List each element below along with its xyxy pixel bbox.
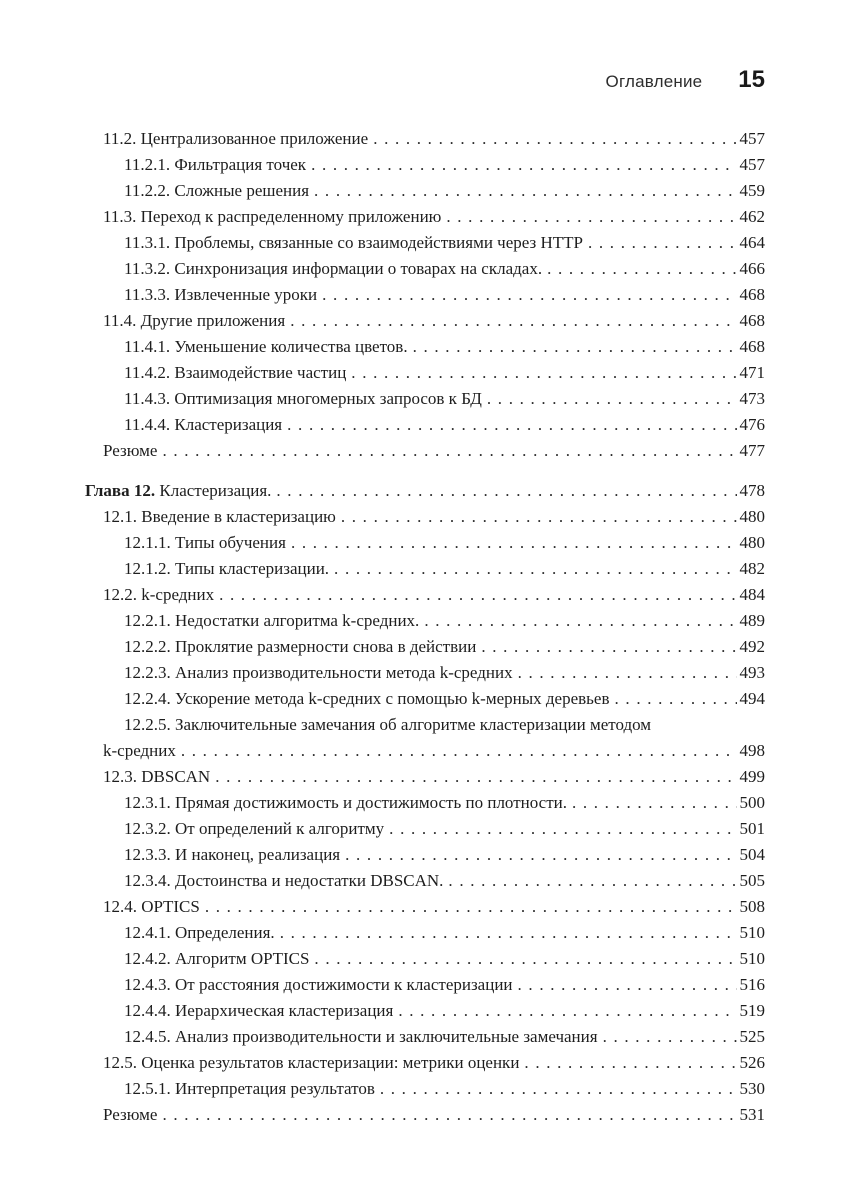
toc-entry-title: Кластеризация.	[159, 481, 272, 500]
dot-leader	[311, 152, 736, 178]
dot-leader	[547, 256, 736, 282]
toc-entry-title: 12.4.5. Анализ производительности и заключительные замечания	[124, 1027, 598, 1046]
toc-entry-page-number: 457	[739, 155, 765, 174]
toc-entry-title: 12.2.1. Недостатки алгоритма k-средних.	[124, 611, 420, 630]
toc-entry-title: 11.4. Другие приложения	[103, 311, 286, 330]
toc-entry-title: 12.5. Оценка результатов кластеризации: метрики оценки	[103, 1053, 520, 1072]
running-header	[85, 66, 765, 96]
toc-entry-title: 11.2.2. Сложные решения	[124, 181, 310, 200]
toc-entry-title: 11.4.2. Взаимодействие частиц	[124, 363, 347, 382]
toc-entry-title: 12.2.3. Анализ производительности метода k-средних	[124, 663, 513, 682]
toc-entry	[85, 1024, 765, 1050]
toc-entry	[85, 712, 765, 738]
dot-leader	[615, 686, 737, 712]
toc-entry-label	[103, 764, 210, 790]
toc-entry-label	[103, 504, 336, 530]
toc-entry-page-number: 494	[739, 689, 765, 708]
toc-entry-page-number: 499	[739, 767, 765, 786]
toc-entry-title: 11.3. Переход к распределенному приложению	[103, 207, 442, 226]
toc-entry-page-number: 468	[739, 285, 765, 304]
toc-entry-title: 12.2.2. Проклятие размерности снова в действии	[124, 637, 477, 656]
toc-entry	[85, 842, 765, 868]
toc-entry-title: 12.3.2. От определений к алгоритму	[124, 819, 385, 838]
toc-entry-label	[124, 998, 393, 1024]
toc-entry-page-number: 493	[739, 663, 765, 682]
dot-leader	[290, 308, 736, 334]
toc-entry	[85, 126, 765, 152]
dot-leader	[448, 868, 736, 894]
toc-entry-page-number: 473	[739, 389, 765, 408]
toc-entry-label	[124, 1076, 375, 1102]
toc-entry-title: Резюме	[103, 441, 158, 460]
toc-entry-label	[124, 920, 275, 946]
toc-entry	[85, 334, 765, 360]
toc-entry-label	[124, 634, 476, 660]
toc-entry-label	[124, 412, 282, 438]
toc-entry-label	[124, 556, 329, 582]
dot-leader	[413, 334, 737, 360]
toc-entry-label	[124, 178, 309, 204]
toc-entry	[85, 386, 765, 412]
toc-entry-label	[124, 1024, 598, 1050]
toc-entry	[85, 816, 765, 842]
toc-entry-label	[124, 530, 286, 556]
toc-entry-page-number: 504	[739, 845, 765, 864]
toc-entry-title: 12.1.1. Типы обучения	[124, 533, 286, 552]
dot-leader	[219, 582, 736, 608]
toc-entry-label	[103, 1102, 157, 1128]
toc-entry-page-number: 489	[739, 611, 765, 630]
toc-entry	[85, 582, 765, 608]
toc-entry-label	[124, 790, 567, 816]
toc-entry	[85, 790, 765, 816]
toc-entry	[85, 204, 765, 230]
toc-entry-title: 12.3.1. Прямая достижимость и достижимость по плотности.	[124, 793, 567, 812]
dot-leader	[322, 282, 736, 308]
toc-entry-chapter-label: Глава 12.	[85, 481, 160, 500]
toc-list	[85, 126, 765, 1128]
toc-entry-page-number: 471	[739, 363, 765, 382]
toc-entry-title: 12.5.1. Интерпретация результатов	[124, 1079, 375, 1098]
toc-entry-page-number: 459	[739, 181, 765, 200]
toc-entry-title: 12.2.5. Заключительные замечания об алгоритме кластеризации методом	[124, 715, 652, 734]
toc-entry-title: 12.1. Введение в кластеризацию	[103, 507, 336, 526]
toc-entry-title: 12.4.2. Алгоритм OPTICS	[124, 949, 310, 968]
dot-leader	[487, 386, 737, 412]
dot-leader	[280, 920, 737, 946]
toc-entry-label	[124, 360, 346, 386]
toc-entry	[85, 894, 765, 920]
dot-leader	[341, 504, 737, 530]
toc-entry	[85, 738, 765, 764]
toc-entry-title: 11.2. Централизованное приложение	[103, 129, 369, 148]
toc-entry-title: 12.3. DBSCAN	[103, 767, 211, 786]
toc-entry-label	[124, 334, 408, 360]
dot-leader	[345, 842, 736, 868]
toc-entry	[85, 360, 765, 386]
toc-entry-label	[103, 582, 214, 608]
toc-entry-page-number: 480	[739, 533, 765, 552]
dot-leader	[287, 412, 736, 438]
toc-entry-page-number: 478	[739, 481, 765, 500]
toc-entry-title: 11.4.3. Оптимизация многомерных запросов к БД	[124, 389, 482, 408]
dot-leader	[215, 764, 736, 790]
toc-entry-title: Резюме	[103, 1105, 158, 1124]
toc-entry-label	[103, 126, 368, 152]
dot-leader	[373, 126, 736, 152]
toc-entry-label	[124, 230, 583, 256]
toc-entry-label	[124, 816, 384, 842]
toc-entry-title: 12.4.1. Определения.	[124, 923, 275, 942]
dot-leader	[351, 360, 736, 386]
dot-leader	[380, 1076, 737, 1102]
toc-entry-title: k-средних	[103, 741, 176, 760]
toc-entry	[85, 868, 765, 894]
toc-entry-title: 12.2. k-средних	[103, 585, 215, 604]
toc-entry-title: 12.4. OPTICS	[103, 897, 200, 916]
toc-entry-page-number: 516	[739, 975, 765, 994]
toc-entry	[85, 230, 765, 256]
toc-entry	[85, 282, 765, 308]
dot-leader	[276, 478, 736, 504]
toc-entry	[85, 556, 765, 582]
dot-leader	[205, 894, 737, 920]
toc-entry-title: 11.3.3. Извлеченные уроки	[124, 285, 318, 304]
dot-leader	[603, 1024, 737, 1050]
toc-entry-label	[124, 712, 651, 738]
toc-entry-title: 12.2.4. Ускорение метода k-средних с помощью k-мерных деревьев	[124, 689, 610, 708]
toc-entry	[85, 256, 765, 282]
toc-entry-label	[103, 308, 285, 334]
toc-entry-title: 12.3.3. И наконец, реализация	[124, 845, 341, 864]
toc-entry-page-number: 477	[739, 441, 765, 460]
toc-entry-label	[85, 478, 271, 504]
toc-entry-title: 11.3.1. Проблемы, связанные со взаимодействиями через HTTP	[124, 233, 583, 252]
toc-entry-label	[124, 256, 542, 282]
toc-entry-page-number: 466	[739, 259, 765, 278]
toc-entry-label	[103, 204, 441, 230]
toc-entry-title: 12.3.4. Достоинства и недостатки DBSCAN.	[124, 871, 444, 890]
toc-entry	[85, 946, 765, 972]
toc-entry	[85, 530, 765, 556]
toc-entry-page-number: 525	[739, 1027, 765, 1046]
toc-entry-page-number: 505	[739, 871, 765, 890]
toc-entry-label	[124, 686, 610, 712]
toc-entry-label	[103, 438, 157, 464]
toc-entry-label	[124, 868, 443, 894]
toc-entry	[85, 764, 765, 790]
dot-leader	[518, 972, 737, 998]
toc-entry	[85, 1076, 765, 1102]
toc-entry-title: 11.3.2. Синхронизация информации о товарах на складах.	[124, 259, 543, 278]
toc-entry-label	[124, 152, 306, 178]
toc-entry-page-number: 457	[739, 129, 765, 148]
toc-entry	[85, 504, 765, 530]
toc-entry-page-number: 484	[739, 585, 765, 604]
toc-entry-title: 11.4.1. Уменьшение количества цветов.	[124, 337, 408, 356]
toc-entry	[85, 478, 765, 504]
toc-entry-label	[124, 282, 317, 308]
toc-entry-page-number: 526	[739, 1053, 765, 1072]
toc-entry-label	[124, 842, 340, 868]
folio-page-number: 15	[738, 66, 765, 93]
toc-entry-label	[103, 894, 200, 920]
toc-entry-page-number: 519	[739, 1001, 765, 1020]
toc-entry-page-number: 530	[739, 1079, 765, 1098]
toc-entry-label	[124, 660, 513, 686]
toc-entry	[85, 308, 765, 334]
toc-entry-label	[124, 386, 482, 412]
dot-leader	[162, 438, 736, 464]
toc-entry-label	[103, 738, 176, 764]
toc-entry-page-number: 510	[739, 949, 765, 968]
toc-entry-label	[124, 608, 419, 634]
dot-leader	[424, 608, 736, 634]
toc-entry-page-number: 510	[739, 923, 765, 942]
toc-entry-page-number: 464	[739, 233, 765, 252]
toc-entry-page-number: 492	[739, 637, 765, 656]
toc-entry-title: 12.4.4. Иерархическая кластеризация	[124, 1001, 394, 1020]
running-title: Оглавление	[605, 72, 703, 91]
toc-entry	[85, 920, 765, 946]
toc-entry-title: 11.2.1. Фильтрация точек	[124, 155, 307, 174]
toc-entry-title: 12.1.2. Типы кластеризации.	[124, 559, 330, 578]
dot-leader	[314, 946, 736, 972]
toc-entry-page-number: 468	[739, 337, 765, 356]
dot-leader	[572, 790, 737, 816]
dot-leader	[481, 634, 736, 660]
dot-leader	[181, 738, 737, 764]
toc-entry-page-number: 476	[739, 415, 765, 434]
toc-entry-page-number: 480	[739, 507, 765, 526]
toc-entry-page-number: 531	[739, 1105, 765, 1124]
toc-entry	[85, 660, 765, 686]
toc-entry-title: 11.4.4. Кластеризация	[124, 415, 283, 434]
dot-leader	[314, 178, 736, 204]
toc-entry	[85, 972, 765, 998]
toc-entry	[85, 178, 765, 204]
toc-entry-page-number: 500	[739, 793, 765, 812]
toc-entry-page-number: 462	[739, 207, 765, 226]
toc-entry-page-number: 468	[739, 311, 765, 330]
toc-entry-title: 12.4.3. От расстояния достижимости к кластеризации	[124, 975, 513, 994]
toc-entry	[85, 438, 765, 464]
dot-leader	[588, 230, 737, 256]
toc-entry-page-number: 498	[739, 741, 765, 760]
toc-entry	[85, 686, 765, 712]
toc-entry-page-number: 482	[739, 559, 765, 578]
dot-leader	[334, 556, 736, 582]
dot-leader	[162, 1102, 736, 1128]
toc-entry	[85, 1102, 765, 1128]
toc-entry-label	[124, 972, 513, 998]
toc-entry	[85, 412, 765, 438]
toc-entry-page-number: 501	[739, 819, 765, 838]
dot-leader	[398, 998, 736, 1024]
toc-entry	[85, 152, 765, 178]
toc-entry	[85, 1050, 765, 1076]
toc-entry	[85, 608, 765, 634]
toc-entry-label	[103, 1050, 519, 1076]
dot-leader	[524, 1050, 736, 1076]
toc-entry	[85, 634, 765, 660]
dot-leader	[291, 530, 737, 556]
toc-entry	[85, 998, 765, 1024]
toc-entry-page-number: 508	[739, 897, 765, 916]
dot-leader	[446, 204, 736, 230]
toc-entry-label	[124, 946, 309, 972]
dot-leader	[518, 660, 737, 686]
dot-leader	[389, 816, 736, 842]
